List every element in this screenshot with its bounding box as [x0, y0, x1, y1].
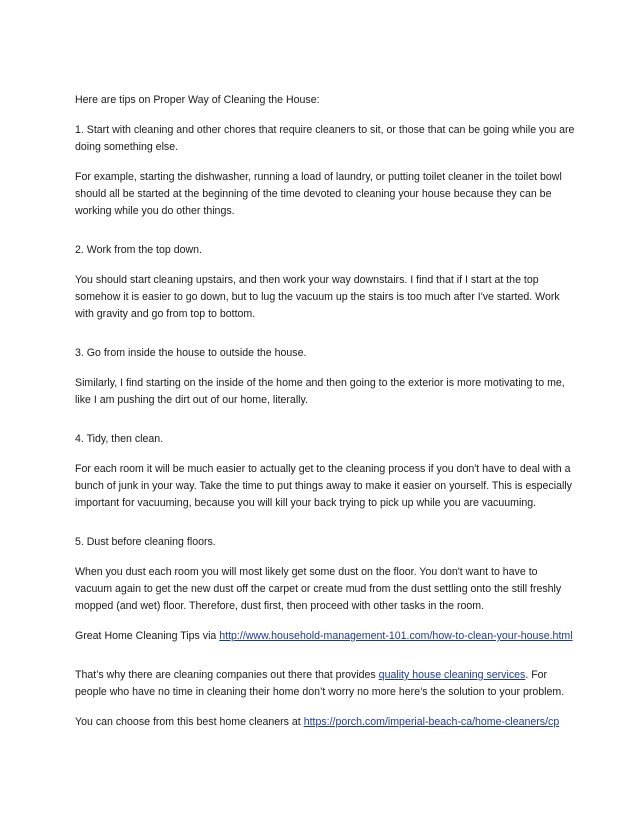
- source-link[interactable]: http://www.household-management-101.com/how-to-clean-your-house.html: [219, 630, 573, 642]
- tip-2-heading: 2. Work from the top down.: [75, 244, 202, 256]
- closing-suffix: . For people who have no time in cleaning their home don’t worry no more here’s the solution to your problem.: [75, 669, 565, 698]
- tip-1-heading: 1. Start with cleaning and other chores that require cleaners to sit, or those that can be going while you are doing something else.: [75, 124, 575, 153]
- intro-paragraph: Here are tips on Proper Way of Cleaning the House:: [75, 94, 320, 106]
- tip-5-heading: 5. Dust before cleaning floors.: [75, 536, 216, 548]
- source-prefix: Great Home Cleaning Tips via: [75, 630, 220, 642]
- porch-link[interactable]: https://porch.com/imperial-beach-ca/home-cleaners/cp: [303, 716, 560, 728]
- tip-3-body: Similarly, I find starting on the inside of the home and then going to the exterior is more motivating to me, like I am pushing the dirt out of our home, literally.: [75, 377, 565, 406]
- final-prefix: You can choose from this best home cleaners at: [75, 716, 304, 728]
- closing-paragraph: [75, 667, 575, 701]
- tip-5-body: When you dust each room you will most likely get some dust on the floor. You don't want to have to vacuum again to get the new dust off the carpet or create mud from the dust settling onto the still freshly mopped (and wet) floor. Therefore, dust first, then proceed with other tasks in the room.: [75, 566, 562, 612]
- cleaning-services-link[interactable]: quality house cleaning services: [378, 669, 526, 681]
- tip-4-body: For each room it will be much easier to actually get to the cleaning process if you don't have to deal with a bunch of junk in your way. Take the time to put things away to make it easier on yourself. This is especially important for vacuuming, because you will kill your back trying to pick up while you are vacuuming.: [75, 463, 572, 509]
- tip-1-body: For example, starting the dishwasher, running a load of laundry, or putting toilet cleaner in the toilet bowl should all be started at the beginning of the time devoted to cleaning your house because they can be working while you do other things.: [75, 171, 562, 217]
- tip-4-heading: 4. Tidy, then clean.: [75, 433, 164, 445]
- closing-prefix: That’s why there are cleaning companies out there that provides: [75, 669, 379, 681]
- final-paragraph: [75, 714, 575, 731]
- tip-3-heading: 3. Go from inside the house to outside the house.: [75, 347, 307, 359]
- tip-2-body: You should start cleaning upstairs, and then work your way downstairs. I find that if I start at the top somehow it is easier to go down, but to lug the vacuum up the stairs is too much after I've started. Work with gravity and go from top to bottom.: [75, 274, 560, 320]
- document-body: [75, 92, 575, 744]
- source-paragraph: [75, 628, 575, 645]
